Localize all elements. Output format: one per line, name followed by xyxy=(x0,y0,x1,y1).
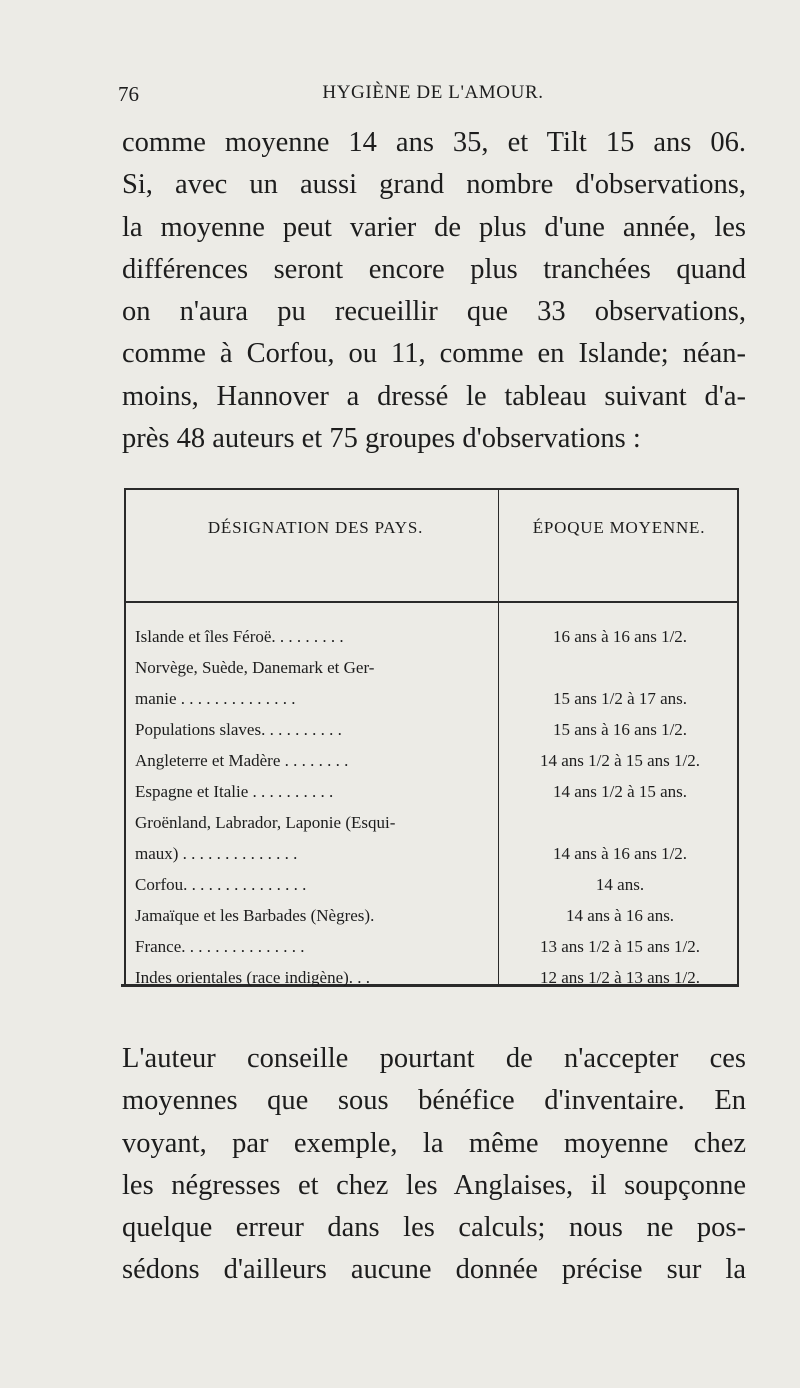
cell-pays: Espagne et Italie . . . . . . . . . . xyxy=(135,782,334,801)
table-row xyxy=(135,931,735,962)
running-title: HYGIÈNE DE L'AMOUR. xyxy=(322,82,544,103)
table-rule-top xyxy=(125,488,739,490)
cell-pays: Groënland, Labrador, Laponie (Esqui- xyxy=(135,813,396,832)
cell-pays: Islande et îles Féroë. . . . . . . . . xyxy=(135,627,344,646)
paragraph-conclusion xyxy=(122,1038,746,1292)
text-line: moins, Hannover a dressé le tableau suivant d'a- xyxy=(122,380,746,412)
text-line: on n'aura pu recueillir que 33 observations, xyxy=(122,296,746,328)
puberty-age-table xyxy=(121,488,739,988)
cell-epoque: 13 ans 1/2 à 15 ans 1/2. xyxy=(539,937,701,956)
cell-pays: Populations slaves. . . . . . . . . . xyxy=(135,720,342,739)
cell-epoque: 14 ans 1/2 à 15 ans. xyxy=(552,782,688,801)
cell-pays: Corfou. . . . . . . . . . . . . . . xyxy=(135,875,307,894)
cell-epoque: 14 ans 1/2 à 15 ans 1/2. xyxy=(539,751,701,770)
text-line: quelque erreur dans les calculs; nous ne pos- xyxy=(122,1212,746,1244)
text-line: les négresses et chez les Anglaises, il soupçonne xyxy=(122,1169,746,1201)
table-rule-header xyxy=(125,601,739,603)
table-row xyxy=(135,714,735,745)
cell-pays: Norvège, Suède, Danemark et Ger- xyxy=(135,658,375,677)
cell-pays: manie . . . . . . . . . . . . . . xyxy=(135,689,296,708)
cell-epoque: 14 ans. xyxy=(595,875,645,894)
table-row xyxy=(135,962,735,993)
table-body xyxy=(135,621,735,993)
table-row xyxy=(135,869,735,900)
table-border-left xyxy=(124,488,126,986)
text-line: L'auteur conseille pourtant de n'accepter ces xyxy=(122,1043,746,1074)
column-header-epoque: ÉPOQUE MOYENNE. xyxy=(532,518,706,537)
cell-pays: Jamaïque et les Barbades (Nègres). xyxy=(135,906,375,925)
cell-epoque: 14 ans à 16 ans 1/2. xyxy=(552,844,688,863)
text-line: la moyenne peut varier de plus d'une année, les xyxy=(122,211,746,243)
cell-pays: Indes orientales (race indigène). . . xyxy=(135,968,371,987)
table-row xyxy=(135,776,735,807)
text-line: différences seront encore plus tranchées quand xyxy=(122,253,746,285)
table-row xyxy=(135,745,735,776)
table-row xyxy=(135,621,735,652)
text-line: près 48 auteurs et 75 groupes d'observations : xyxy=(122,423,641,455)
text-line: Si, avec un aussi grand nombre d'observations, xyxy=(122,169,746,201)
cell-pays: maux) . . . . . . . . . . . . . . xyxy=(135,844,298,863)
text-line: moyennes que sous bénéfice d'inventaire. En xyxy=(122,1085,746,1117)
text-line: comme à Corfou, ou 11, comme en Islande; néan- xyxy=(122,338,746,370)
page-number: 76 xyxy=(118,82,139,106)
text-line: voyant, par exemple, la même moyenne chez xyxy=(122,1127,746,1159)
cell-epoque: 14 ans à 16 ans. xyxy=(565,906,675,925)
table-row xyxy=(135,900,735,931)
text-line: comme moyenne 14 ans 35, et Tilt 15 ans 06. xyxy=(122,127,746,158)
cell-pays: France. . . . . . . . . . . . . . . xyxy=(135,937,305,956)
cell-epoque: 15 ans à 16 ans 1/2. xyxy=(552,720,688,739)
paragraph-intro xyxy=(122,122,746,460)
table-row xyxy=(135,807,735,869)
cell-epoque: 12 ans 1/2 à 13 ans 1/2. xyxy=(539,968,701,987)
page-header xyxy=(118,82,748,112)
cell-epoque: 16 ans à 16 ans 1/2. xyxy=(552,627,688,646)
cell-pays: Angleterre et Madère . . . . . . . . xyxy=(135,751,349,770)
text-line: sédons d'ailleurs aucune donnée précise sur la xyxy=(122,1254,746,1286)
column-header-pays: DÉSIGNATION DES PAYS. xyxy=(207,518,424,537)
cell-epoque: 15 ans 1/2 à 17 ans. xyxy=(552,689,688,708)
table-row xyxy=(135,652,735,714)
